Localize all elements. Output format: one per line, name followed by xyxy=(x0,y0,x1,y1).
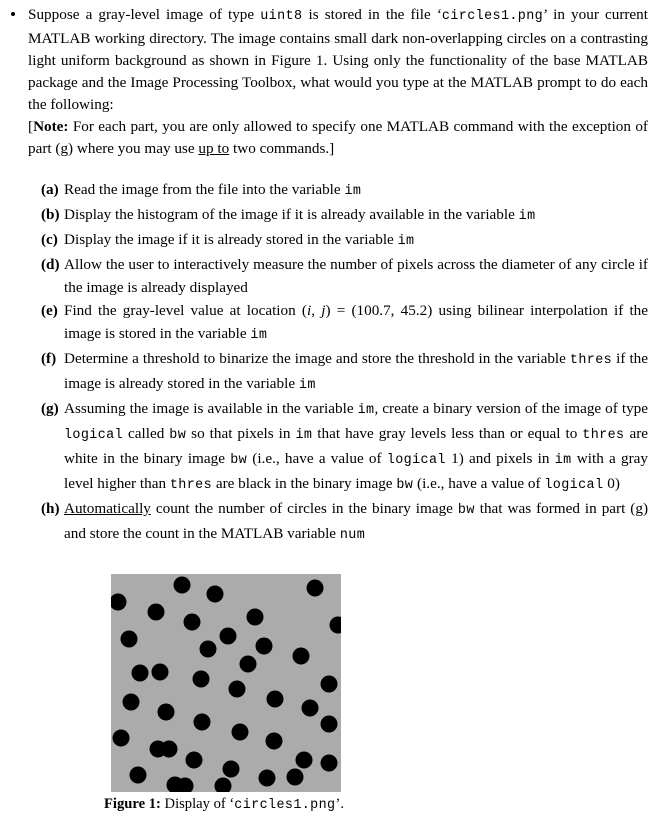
note-paragraph xyxy=(28,116,648,160)
question-body-b xyxy=(64,206,536,223)
figure-circle-10 xyxy=(293,648,310,665)
question-body-d xyxy=(64,256,648,296)
question-body-a xyxy=(64,181,361,198)
figure-caption-text: Display of ‘ xyxy=(160,796,235,812)
figure-circle-35 xyxy=(321,755,338,772)
note-body-1: For each part, you are only allowed to specify one MATLAB command with the exception of part (g) where you may use xyxy=(28,118,648,157)
qg-code-5: bw xyxy=(169,428,187,443)
figure-circle-29 xyxy=(113,730,130,747)
qg-text-16: with a gray level higher than xyxy=(64,450,648,492)
bullet-point-icon xyxy=(11,12,15,16)
intro-bullet-row xyxy=(0,4,665,160)
question-item-d xyxy=(0,253,665,299)
question-item-f xyxy=(0,347,665,397)
intro-block xyxy=(0,4,665,160)
question-label-e: (e) xyxy=(41,302,58,319)
qg-code-15: im xyxy=(554,453,572,468)
qe-text-2: , xyxy=(311,302,322,319)
circles-image xyxy=(111,574,341,792)
qd-text-0: Allow the user to interactively measure the number of pixels across the diameter of any circle if the image is already displayed xyxy=(64,256,648,296)
question-item-g xyxy=(0,397,665,497)
intro-text-4: ’ in your current MATLAB working directory. The image contains small dark non-overlapping circles on a contrasting light uniform background as shown in Figure 1. Using only the functionality of the base MATLAB package and the Image Processing Toolbox, what would you type at the MATLAB prompt to do each the following: xyxy=(28,6,648,113)
intro-text-2: is stored in the file ‘ xyxy=(302,6,442,23)
qg-text-14: 1) and pixels in xyxy=(445,450,555,467)
figure-circle-11 xyxy=(121,631,138,648)
intro-paragraph xyxy=(28,4,648,116)
question-label-c: (c) xyxy=(41,231,58,248)
note-label: Note: xyxy=(33,118,69,135)
question-body-f xyxy=(64,350,648,392)
qe-italic-3: j xyxy=(321,302,326,319)
question-body-g xyxy=(64,400,648,492)
figure-circle-9 xyxy=(256,638,273,655)
figure-circle-8 xyxy=(220,628,237,645)
question-body-e xyxy=(64,302,648,342)
qg-text-2: , create a binary version of the image of type xyxy=(374,400,648,417)
qg-code-3: logical xyxy=(64,428,124,443)
qg-text-18: are black in the binary image xyxy=(212,475,397,492)
qg-code-13: logical xyxy=(386,453,446,468)
figure-circle-12 xyxy=(152,664,169,681)
note-underlined: up to xyxy=(198,140,230,157)
qb-text-0: Display the histogram of the image if it is already available in the variable xyxy=(64,206,519,223)
question-item-c xyxy=(0,228,665,253)
qh-code-2: bw xyxy=(457,503,475,518)
question-label-h: (h) xyxy=(41,500,60,517)
note-body-2: two commands.] xyxy=(229,140,335,157)
figure-circle-19 xyxy=(194,714,211,731)
qg-code-19: bw xyxy=(396,478,414,493)
figure-circle-37 xyxy=(200,641,217,658)
qf-code-3: im xyxy=(298,378,316,393)
figure-circle-33 xyxy=(130,767,147,784)
figure-circle-14 xyxy=(229,681,246,698)
figure-circle-15 xyxy=(267,691,284,708)
qg-text-0: Assuming the image is available in the variable xyxy=(64,400,358,417)
question-body-h xyxy=(64,500,648,542)
note-bracket: [ xyxy=(28,118,34,135)
qe-code-5: im xyxy=(250,328,268,343)
qg-code-7: im xyxy=(295,428,313,443)
question-label-d: (d) xyxy=(41,256,60,273)
figure-1 xyxy=(111,574,341,792)
qg-text-20: (i.e., have a value of xyxy=(413,475,545,492)
qg-text-4: called xyxy=(123,425,170,442)
qg-code-17: thres xyxy=(169,478,213,493)
question-label-g: (g) xyxy=(41,400,59,417)
figure-circle-25 xyxy=(186,752,203,769)
figure-circle-36 xyxy=(287,769,304,786)
intro-code-3: circles1.png xyxy=(441,9,544,24)
figure-circle-0 xyxy=(174,577,191,594)
question-item-b xyxy=(0,203,665,228)
figure-circle-21 xyxy=(266,733,283,750)
qg-text-8: that have gray levels less than or equal to xyxy=(312,425,583,442)
qc-text-0: Display the image if it is already stored in the variable xyxy=(64,231,398,248)
figure-circle-17 xyxy=(132,665,149,682)
qa-text-0: Read the image from the file into the variable xyxy=(64,181,345,198)
qg-code-21: logical xyxy=(544,478,604,493)
qf-code-1: thres xyxy=(569,353,613,368)
qh-text-1: count the number of circles in the binary image xyxy=(150,500,458,517)
question-label-a: (a) xyxy=(41,181,59,198)
qg-code-11: bw xyxy=(230,453,248,468)
figure-circle-13 xyxy=(193,671,210,688)
qg-text-6: so that pixels in xyxy=(186,425,296,442)
question-label-b: (b) xyxy=(41,206,60,223)
intro-code-1: uint8 xyxy=(260,9,303,24)
qb-code-1: im xyxy=(518,209,536,224)
figure-circle-7 xyxy=(184,614,201,631)
figure-circle-28 xyxy=(321,716,338,733)
qg-text-10: are white in the binary image xyxy=(64,425,649,467)
figure-circle-1 xyxy=(207,586,224,603)
qh-underline-0: Automatically xyxy=(64,500,151,517)
figure-caption-suffix: ’. xyxy=(335,796,345,812)
figure-circle-16 xyxy=(302,700,319,717)
figure-circle-6 xyxy=(148,604,165,621)
figure-circle-32 xyxy=(296,752,313,769)
intro-text-0: Suppose a gray-level image of type xyxy=(28,6,261,23)
qf-text-2: if the image is already stored in the variable xyxy=(64,350,648,392)
question-list xyxy=(0,178,665,547)
figure-caption-filename: circles1.png xyxy=(234,798,336,813)
figure-circle-39 xyxy=(161,741,178,758)
figure-circle-18 xyxy=(158,704,175,721)
question-item-a xyxy=(0,178,665,203)
qg-text-12: (i.e., have a value of xyxy=(247,450,387,467)
figure-circle-26 xyxy=(223,761,240,778)
question-item-h xyxy=(0,497,665,547)
question-body-c xyxy=(64,231,414,248)
figure-circle-20 xyxy=(232,724,249,741)
qf-text-0: Determine a threshold to binarize the image and store the threshold in the variable xyxy=(64,350,570,367)
qh-code-4: num xyxy=(339,528,366,543)
figure-caption xyxy=(104,795,624,815)
figure-caption-label: Figure 1: xyxy=(104,796,161,812)
qg-text-22: 0) xyxy=(603,475,620,492)
qe-italic-1: i xyxy=(306,302,312,319)
figure-circle-2 xyxy=(247,609,264,626)
figure-circle-27 xyxy=(259,770,276,787)
question-label-f: (f) xyxy=(41,350,57,367)
qg-code-1: im xyxy=(357,403,375,418)
question-item-e xyxy=(0,299,665,347)
figure-circle-22 xyxy=(321,676,338,693)
qa-code-1: im xyxy=(344,184,362,199)
figure-circle-23 xyxy=(123,694,140,711)
qe-text-4: ) = (100.7, 45.2) using bilinear interpolation if the image is stored in the variable xyxy=(64,302,649,342)
qg-code-9: thres xyxy=(582,428,625,443)
figure-circle-3 xyxy=(307,580,324,597)
qh-text-3: that was formed in part (g) and store the count in the MATLAB variable xyxy=(64,500,648,542)
qe-text-0: Find the gray-level value at location ( xyxy=(64,302,307,319)
qc-code-1: im xyxy=(397,234,415,249)
figure-circle-38 xyxy=(240,656,257,673)
